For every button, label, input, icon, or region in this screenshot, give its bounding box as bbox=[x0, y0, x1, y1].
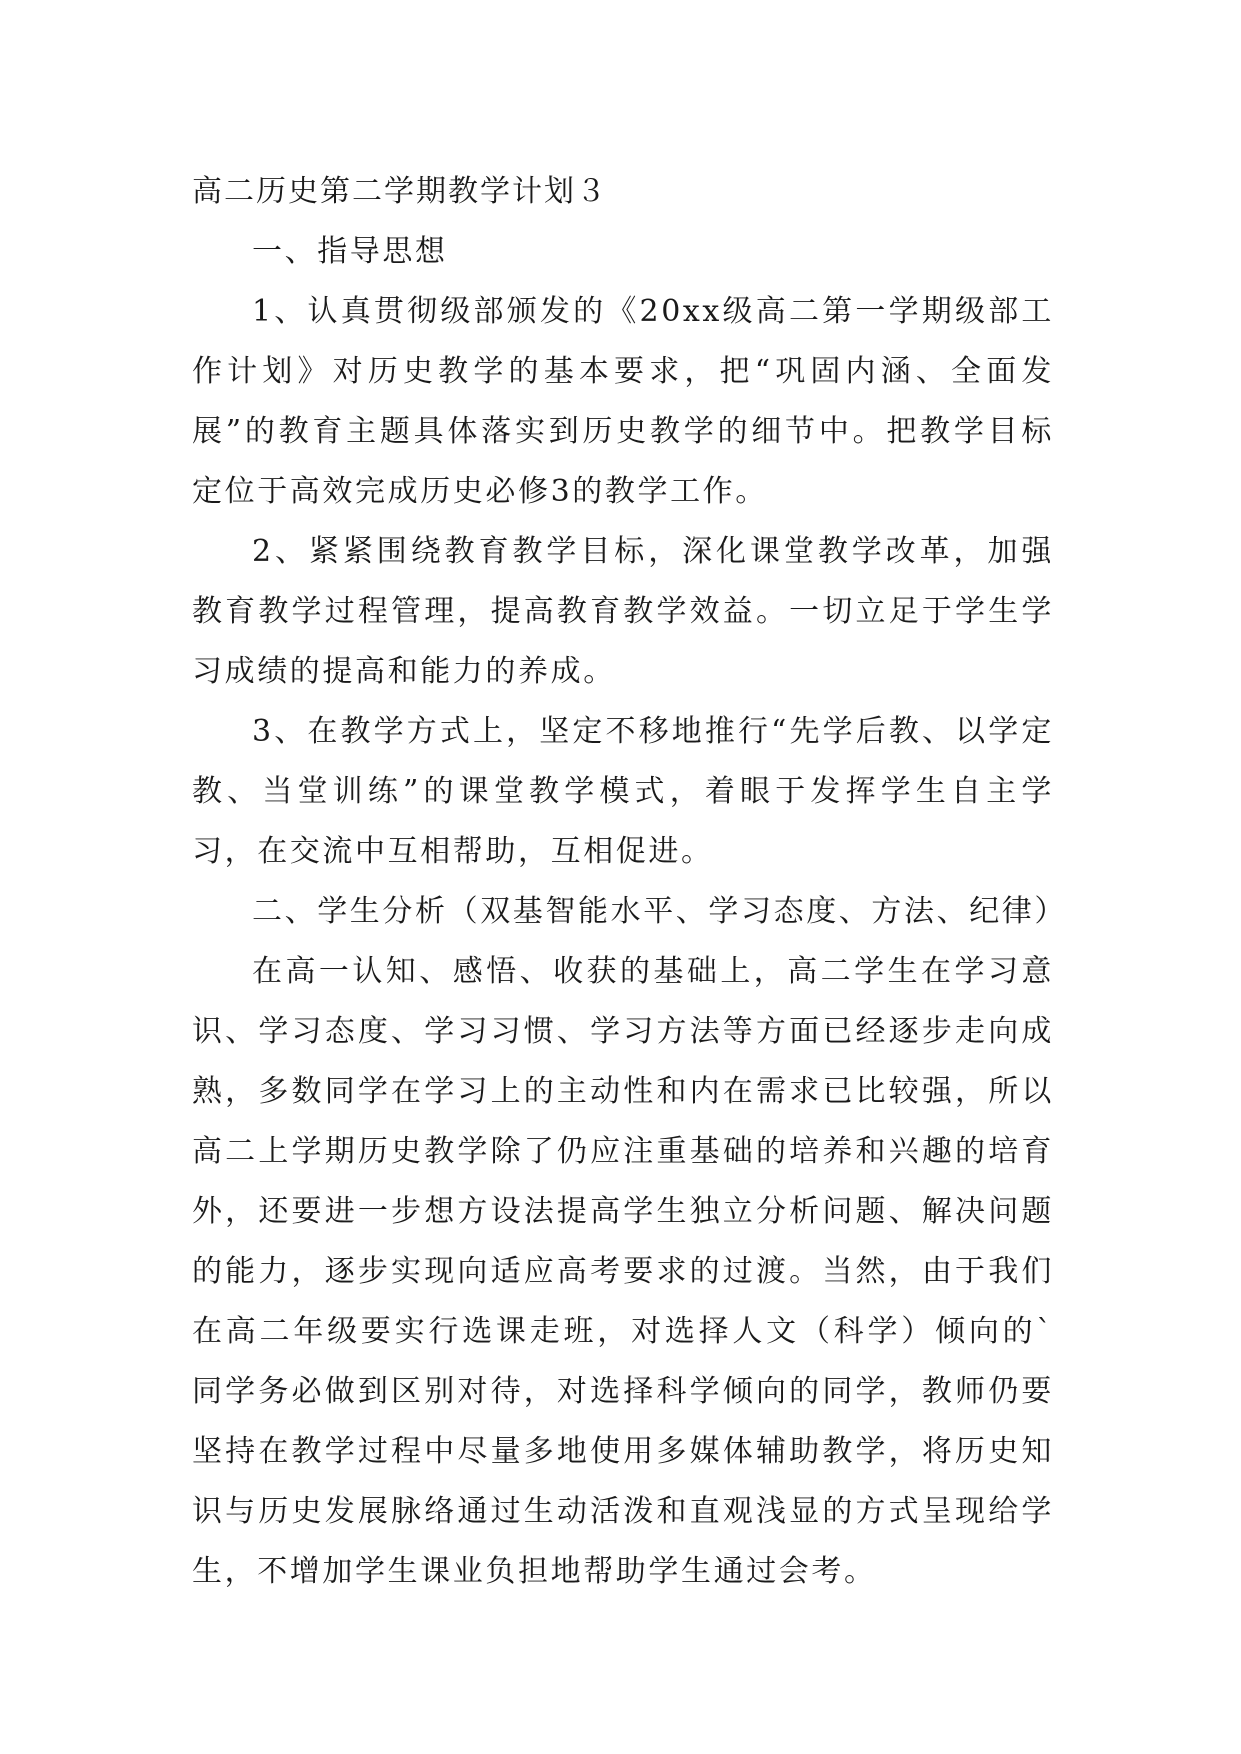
paragraph-1: 1、认真贯彻级部颁发的《20xx级高二第一学期级部工作计划》对历史教学的基本要求，把“巩固内涵、全面发展”的教育主题具体落实到历史教学的细节中。把教学目标定位于高效完成历史必修3的教学工作。 bbox=[192, 294, 1054, 509]
paragraph-student-analysis: 在高一认知、感悟、收获的基础上，高二学生在学习意识、学习态度、学习习惯、学习方法等方面已经逐步走向成熟，多数同学在学习上的主动性和内在需求已比较强，所以高二上学期历史教学除了仍应注重基础的培养和兴趣的培育外，还要进一步想方设法提高学生独立分析问题、解决问题的能力，逐步实现向适应高考要求的过渡。当然，由于我们在高二年级要实行选课走班，对选择人文（科学）倾向的`同学务必做到区别对待，对选择科学倾向的同学，教师仍要坚持在教学过程中尽量多地使用多媒体辅助教学，将历史知识与历史发展脉络通过生动活泼和直观浅显的方式呈现给学生，不增加学生课业负担地帮助学生通过会考。 bbox=[192, 954, 1054, 1589]
section-heading-student-analysis: 二、学生分析（双基智能水平、学习态度、方法、纪律） bbox=[252, 894, 1067, 929]
document-title: 高二历史第二学期教学计划３ bbox=[192, 174, 608, 209]
paragraph-3: 3、在教学方式上，坚定不移地推行“先学后教、以学定教、当堂训练”的课堂教学模式，着眼于发挥学生自主学习，在交流中互相帮助，互相促进。 bbox=[192, 714, 1054, 869]
document-page bbox=[192, 162, 1067, 1602]
section-heading-guiding-ideology: 一、指导思想 bbox=[252, 234, 448, 269]
paragraph-2: 2、紧紧围绕教育教学目标，深化课堂教学改革，加强教育教学过程管理，提高教育教学效益。一切立足于学生学习成绩的提高和能力的养成。 bbox=[192, 534, 1054, 689]
